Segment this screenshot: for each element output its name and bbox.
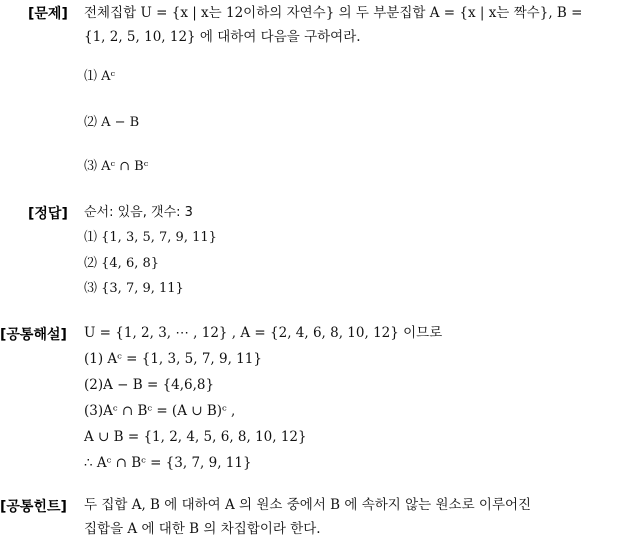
answer-item-2: ⑵ {4, 6, 8}	[84, 256, 160, 271]
explanation-line-5: A ∪ B = {1, 2, 4, 5, 6, 8, 10, 12}	[84, 429, 307, 445]
hint-label: [공통힌트]	[0, 499, 67, 515]
explanation-line-4: (3)Aᶜ ∩ Bᶜ = (A ∪ B)ᶜ ,	[84, 403, 236, 419]
hint-text-line-1: 두 집합 A, B 에 대하여 A 의 원소 중에서 B 에 속하지 않는 원소로 이루어진	[84, 497, 532, 513]
problem-item-2: ⑵ A − B	[84, 115, 140, 130]
explanation-line-2: (1) Aᶜ = {1, 3, 5, 7, 9, 11}	[84, 351, 262, 367]
problem-item-1: ⑴ Aᶜ	[84, 69, 116, 84]
answer-order-count: 순서: 있음, 갯수: 3	[84, 205, 193, 220]
problem-item-3: ⑶ Aᶜ ∩ Bᶜ	[84, 159, 149, 174]
hint-text-line-2: 집합을 A 에 대한 B 의 차집합이라 한다.	[84, 521, 321, 537]
answer-item-1: ⑴ {1, 3, 5, 7, 9, 11}	[84, 230, 217, 245]
explanation-line-3: (2)A − B = {4,6,8}	[84, 377, 215, 393]
answer-item-3: ⑶ {3, 7, 9, 11}	[84, 281, 184, 296]
answer-label: [정답]	[28, 206, 68, 222]
explanation-label: [공통해설]	[0, 327, 67, 343]
explanation-line-6: ∴ Aᶜ ∩ Bᶜ = {3, 7, 9, 11}	[84, 455, 252, 471]
explanation-line-1: U = {1, 2, 3, ⋯ , 12} , A = {2, 4, 6, 8, 10, 12} 이므로	[84, 325, 443, 341]
problem-text-line-2: {1, 2, 5, 10, 12} 에 대하여 다음을 구하여라.	[84, 29, 361, 45]
problem-label: [문제]	[28, 6, 68, 22]
problem-text-line-1: 전체집합 U = {x | x는 12이하의 자연수} 의 두 부분집합 A = {x | x는 짝수}, B =	[84, 5, 583, 21]
